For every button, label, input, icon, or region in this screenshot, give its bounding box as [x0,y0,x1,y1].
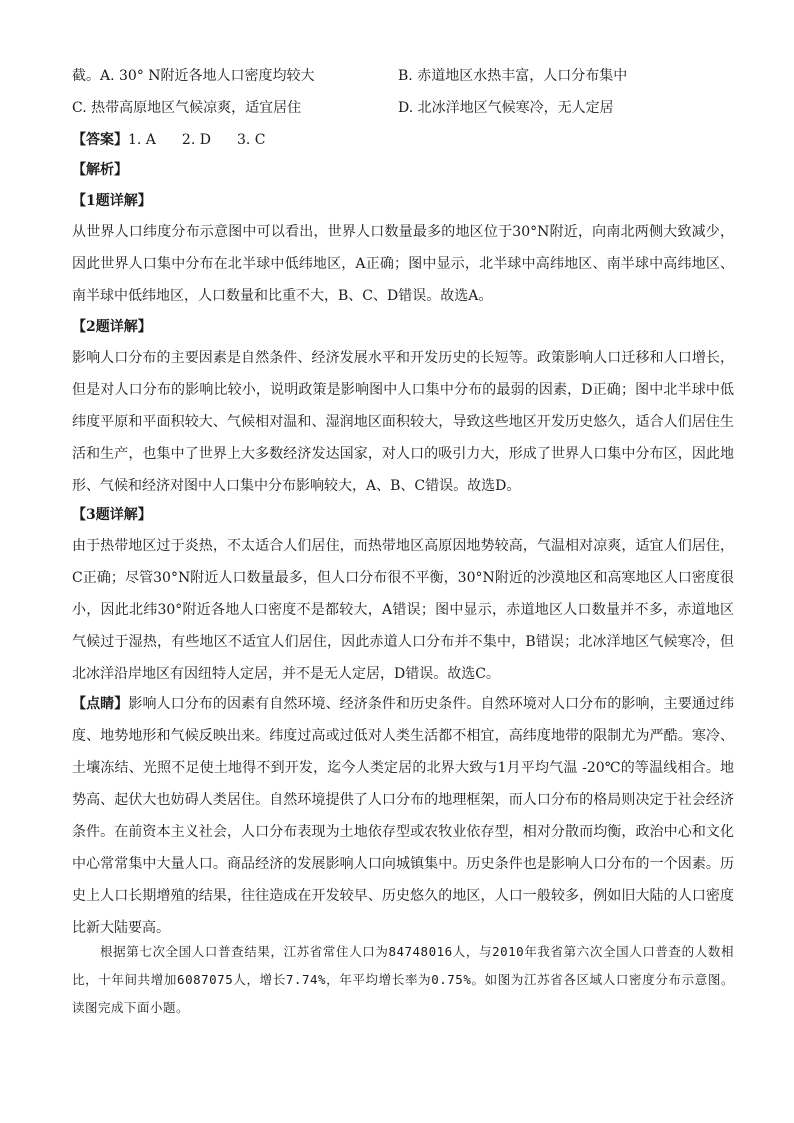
next-passage: 根据第七次全国人口普查结果，江苏省常住人口为84748016人，与2010年我省第六次全国人口普查的人数相比，十年间共增加6087075人，增长7.74%，年平均增长率为0.75%。如图为江苏省各区域人口密度分布示意图。读图完成下面小题。 [72,944,734,1015]
answer-3: 3. C [236,132,266,148]
answer-1: 1. A [128,132,156,148]
answer-2: 2. D [181,132,211,148]
option-c: C. 热带高原地区气候凉爽，适宜居住 [72,100,302,116]
tip-block [72,688,734,944]
q3-heading: 【3题详解】 [72,507,152,523]
tip-text: 影响人口分布的因素有自然环境、经济条件和历史条件。自然环境对人口分布的影响，主要通过纬度、地势地形和气候反映出来。纬度过高或过低对人类生活都不相宜，高纬度地带的限制尤为严酷。寒冷、土壤冻结、光照不足使土地得不到开发，迄今人类定居的北界大致与1月平均气温 -20℃的等温线相合。地势高、起伏大也妨碍人类居住。自然环境提供了人口分布的地理框架，而人口分布的格局则决定于社会经济条件。在前资本主义社会，人口分布表现为土地依存型或农牧业依存型，相对分散而均衡，政治中心和文化中心常常集中大量人口。商品经济的发展影响人口向城镇集中。历史条件也是影响人口分布的一个因素。历史上人口长期增殖的结果，往往造成在开发较早、历史悠久的地区，人口一般较多，例如旧大陆的人口密度比新大陆要高。 [72,696,735,936]
q1-heading: 【1题详解】 [72,193,152,209]
tip-label: 【点睛】 [72,696,129,712]
q2-explanation: 影响人口分布的主要因素是自然条件、经济发展水平和开发历史的长短等。政策影响人口迁移和人口增长，但是对人口分布的影响比较小，说明政策是影响图中人口集中分布的最弱的因素，D正确；图中北半球中低纬度平原和平面积较大、气候相对温和、湿润地区面积较大，导致这些地区开发历史悠久，适合人们居住生活和生产，也集中了世界上大多数经济发达国家，对人口的吸引力大，形成了世界人口集中分布区，因此地形、气候和经济对图中人口集中分布影响较大，A、B、C错误。故选D。 [72,350,734,494]
q1-explanation: 从世界人口纬度分布示意图中可以看出，世界人口数量最多的地区位于30°N附近，向南北两侧大致减少，因此世界人口集中分布在北半球中低纬地区，A正确；图中显示，北半球中高纬地区、南半球中高纬地区、南半球中低纬地区，人口数量和比重不大，B、C、D错误。故选A。 [72,224,734,304]
option-a: 截。A. 30° N附近各地人口密度均较大 [72,68,315,84]
option-d: D. 北冰洋地区气候寒冷，无人定居 [398,100,614,116]
option-b: B. 赤道地区水热丰富，人口分布集中 [398,68,628,84]
analysis-heading: 【解析】 [72,162,128,178]
answer-line [72,130,732,150]
answer-label: 【答案】 [72,132,128,148]
q3-explanation: 由于热带地区过于炎热，不太适合人们居住，而热带地区高原因地势较高，气温相对凉爽，适宜人们居住，C正确；尽管30°N附近人口数量最多，但人口分布很不平衡，30°N附近的沙漠地区和高寒地区人口密度很小，因此北纬30°附近各地人口密度不是都较大，A错误；图中显示，赤道地区人口数量并不多，赤道地区气候过于湿热，有些地区不适宜人们居住，因此赤道人口分布并不集中，B错误；北冰洋地区气候寒冷，但北冰洋沿岸地区有因纽特人定居，并不是无人定居，D错误。故选C。 [72,538,734,682]
q2-heading: 【2题详解】 [72,319,152,335]
